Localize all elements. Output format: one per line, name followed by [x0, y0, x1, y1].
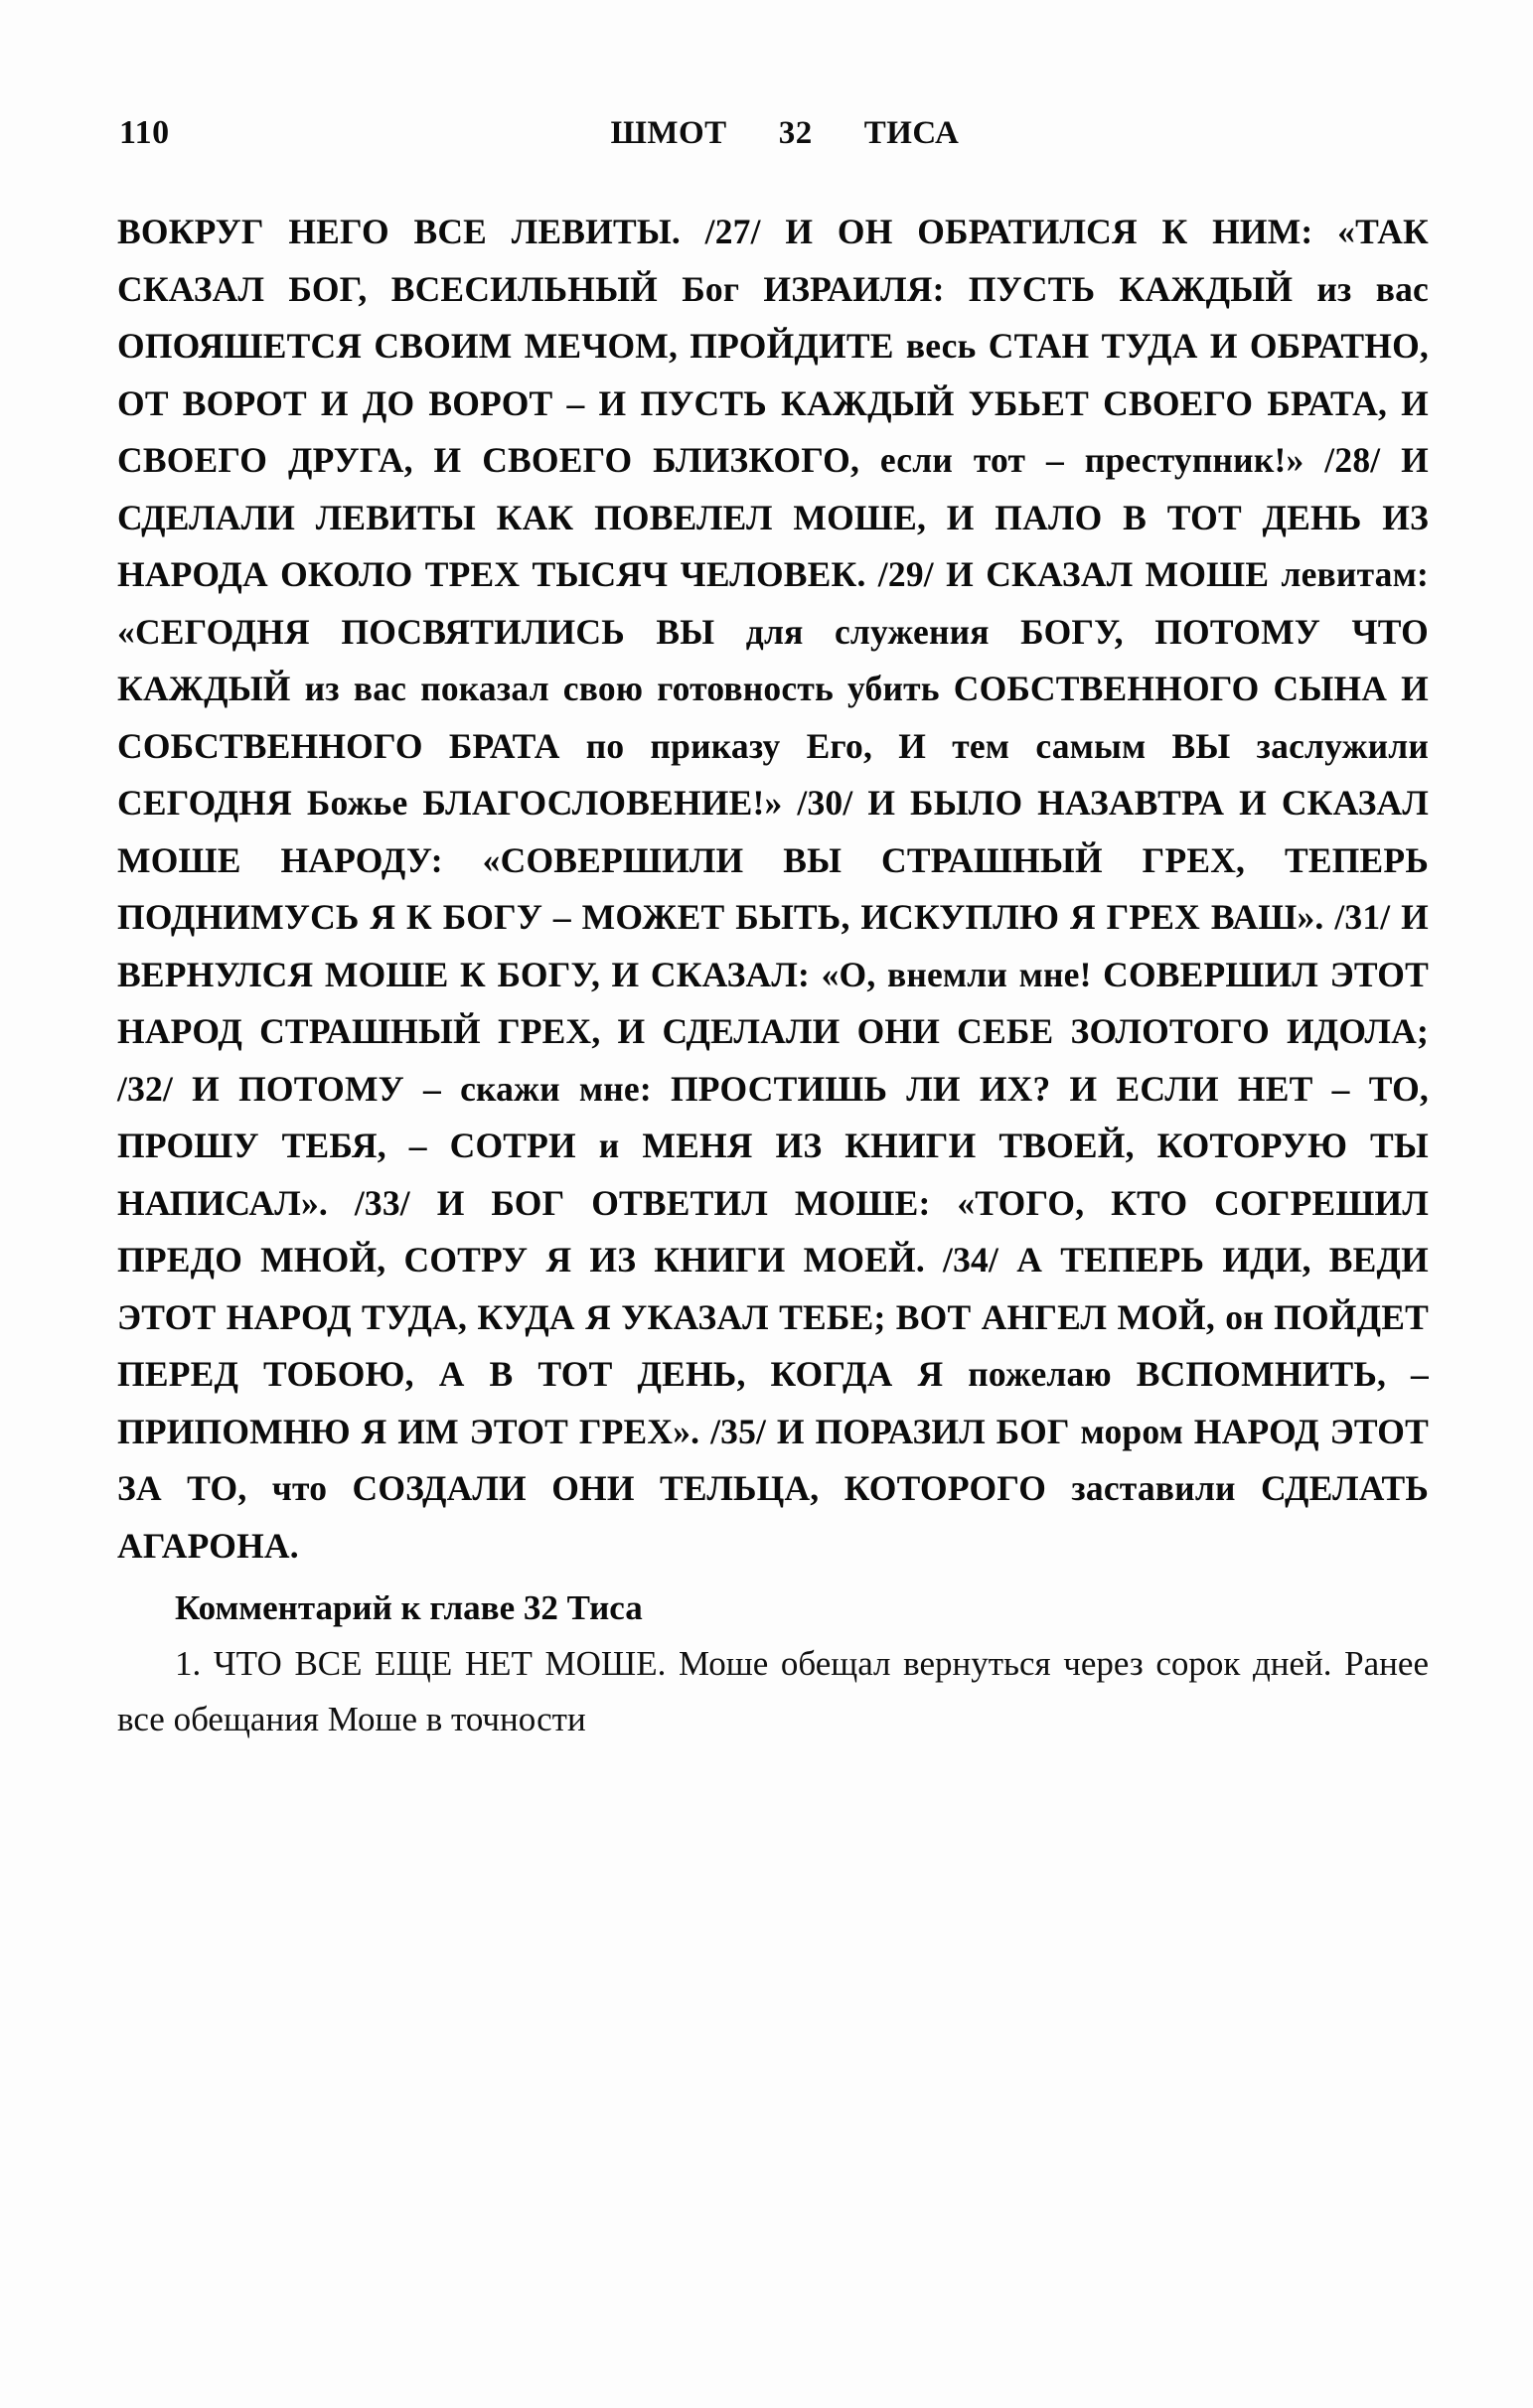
running-head-title: [149, 115, 1421, 152]
running-head-chapter: 32: [778, 115, 813, 151]
commentary-heading: Комментарий к главе 32 Тиса: [175, 1588, 643, 1627]
running-head-book: ШМОТ: [610, 115, 727, 151]
page-number: 110: [119, 114, 170, 151]
text-block: [117, 204, 1429, 1747]
running-head-portion: ТИСА: [863, 115, 960, 151]
commentary-paragraph: 1. ЧТО ВСЕ ЕЩЕ НЕТ МОШЕ. Моше обещал вернуться через сорок дней. Ранее все обещания Моше в точности: [117, 1644, 1429, 1738]
verse-paragraph: ВОКРУГ НЕГО ВСЕ ЛЕВИТЫ. /27/ И ОН ОБРАТИЛСЯ К НИМ: «ТАК СКАЗАЛ БОГ, ВСЕСИЛЬНЫЙ Бог ИЗРАИЛЯ: ПУСТЬ КАЖДЫЙ из вас ОПОЯШЕТСЯ СВОИМ МЕЧОМ, ПРОЙДИТЕ весь СТАН ТУДА И ОБРАТНО, ОТ ВОРОТ И ДО ВОРОТ – И ПУСТЬ КАЖДЫЙ УБЬЕТ СВОЕГО БРАТА, И СВОЕГО ДРУГА, И СВОЕГО БЛИЗКОГО, если тот – преступник!» /28/ И СДЕЛАЛИ ЛЕВИТЫ КАК ПОВЕЛЕЛ МОШЕ, И ПАЛО В ТОТ ДЕНЬ ИЗ НАРОДА ОКОЛО ТРЕХ ТЫСЯЧ ЧЕЛОВЕК. /29/ И СКАЗАЛ МОШЕ левитам: «СЕГОДНЯ ПОСВЯТИЛИСЬ ВЫ для служения БОГУ, ПОТОМУ ЧТО КАЖДЫЙ из вас показал свою готовность убить СОБСТВЕННОГО СЫНА И СОБСТВЕННОГО БРАТА по приказу Его, И тем самым ВЫ заслужили СЕГОДНЯ Божье БЛАГОСЛОВЕНИЕ!» /30/ И БЫЛО НАЗАВТРА И СКАЗАЛ МОШЕ НАРОДУ: «СОВЕРШИЛИ ВЫ СТРАШНЫЙ ГРЕХ, ТЕПЕРЬ ПОДНИМУСЬ Я К БОГУ – МОЖЕТ БЫТЬ, ИСКУПЛЮ Я ГРЕХ ВАШ». /31/ И ВЕРНУЛСЯ МОШЕ К БОГУ, И СКАЗАЛ: «О, внемли мне! СОВЕРШИЛ ЭТОТ НАРОД СТРАШНЫЙ ГРЕХ, И СДЕЛАЛИ ОНИ СЕБЕ ЗОЛОТОГО ИДОЛА; /32/ И ПОТОМУ – скажи мне: ПРОСТИШЬ ЛИ ИХ? И ЕСЛИ НЕТ – ТО, ПРОШУ ТЕБЯ, – СОТРИ и МЕНЯ ИЗ КНИГИ ТВОЕЙ, КОТОРУЮ ТЫ НАПИСАЛ». /33/ И БОГ ОТВЕТИЛ МОШЕ: «ТОГО, КТО СОГРЕШИЛ ПРЕДО МНОЙ, СОТРУ Я ИЗ КНИГИ МОЕЙ. /34/ А ТЕПЕРЬ ИДИ, ВЕДИ ЭТОТ НАРОД ТУДА, КУДА Я УКАЗАЛ ТЕБЕ; ВОТ АНГЕЛ МОЙ, он ПОЙДЕТ ПЕРЕД ТОБОЮ, А В ТОТ ДЕНЬ, КОГДА Я пожелаю ВСПОМНИТЬ, – ПРИПОМНЮ Я ИМ ЭТОТ ГРЕХ». /35/ И ПОРАЗИЛ БОГ мором НАРОД ЭТОТ ЗА ТО, что СОЗДАЛИ ОНИ ТЕЛЬЦА, КОТОРОГО заставили СДЕЛАТЬ АГАРОНА.: [117, 212, 1429, 1566]
running-head: [119, 114, 1421, 164]
